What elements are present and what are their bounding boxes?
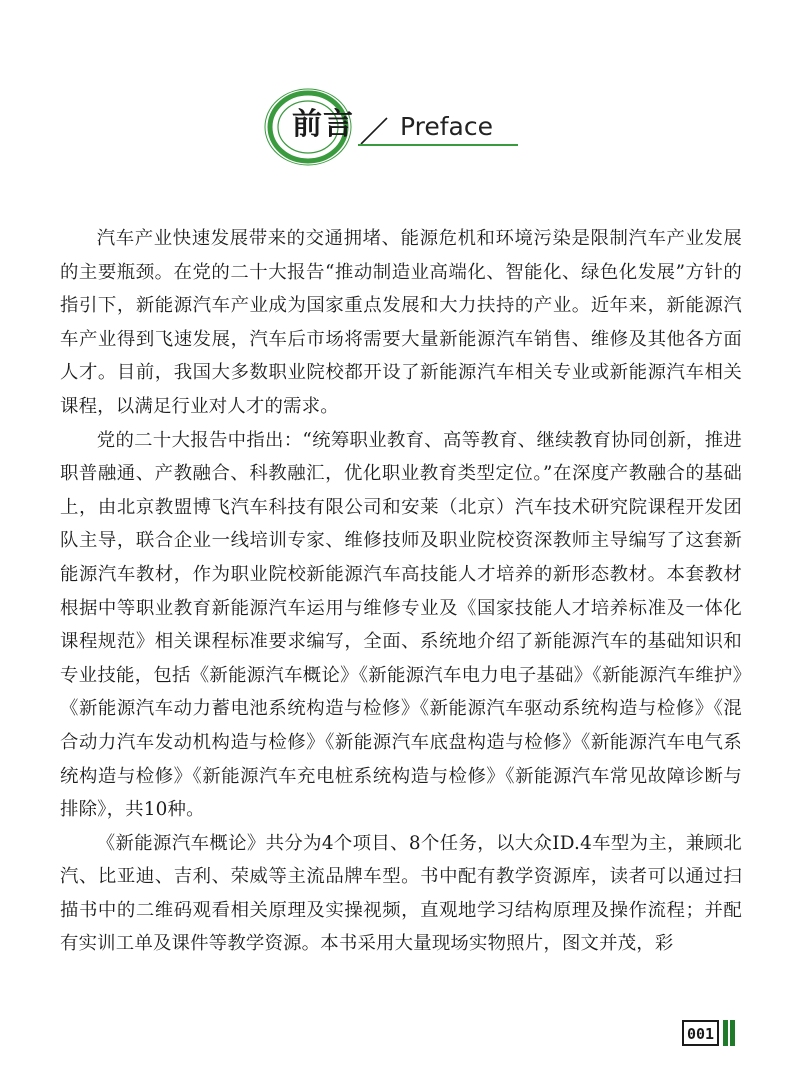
paragraph: 汽车产业快速发展带来的交通拥堵、能源危机和环境污染是限制汽车产业发展的主要瓶颈。在党的二十大报告“推动制造业高端化、智能化、绿色化发展”方针的指引下，新能源汽车产业成为国家重点发展和大力扶持的产业。近年来，新能源汽车产业得到飞速发展，汽车后市场将需要大量新能源汽车销售、维修及其他各方面人才。目前，我国大多数职业院校都开设了新能源汽车相关专业或新能源汽车相关课程，以满足行业对人才的需求。: [60, 228, 742, 417]
page-bar: [730, 1020, 735, 1046]
page-bar: [723, 1020, 728, 1046]
page-number: [682, 1020, 735, 1046]
slash-divider-icon: [357, 116, 401, 146]
title-underline: [358, 144, 518, 146]
paragraph: 党的二十大报告中指出：“统筹职业教育、高等教育、继续教育协同创新，推进职普融通、产教融合、科教融汇，优化职业教育类型定位。”在深度产教融合的基础上，由北京教盟博飞汽车科技有限公司和安莱（北京）汽车技术研究院课程开发团队主导，联合企业一线培训专家、维修技师及职业院校资深教师主导编写了这套新能源汽车教材，作为职业院校新能源汽车高技能人才培养的新形态教材。本套教材根据中等职业教育新能源汽车运用与维修专业及《国家技能人才培养标准及一体化课程规范》相关课程标准要求编写，全面、系统地介绍了新能源汽车的基础知识和专业技能，包括《新能源汽车概论》《新能源汽车电力电子基础》《新能源汽车维护》《新能源汽车动力蓄电池系统构造与检修》《新能源汽车驱动系统构造与检修》《混合动力汽车发动机构造与检修》《新能源汽车底盘构造与检修》《新能源汽车电气系统构造与检修》《新能源汽车充电桩系统构造与检修》《新能源汽车常见故障诊断与排除》，共10种。: [60, 429, 742, 821]
page-number-bars-icon: [721, 1020, 735, 1046]
preface-body: [60, 222, 742, 961]
preface-header: [262, 86, 532, 168]
page-title: 前言: [292, 107, 354, 142]
paragraph: 《新能源汽车概论》共分为4个项目、8个任务，以大众ID.4车型为主，兼顾北汽、比亚迪、吉利、荣威等主流品牌车型。书中配有教学资源库，读者可以通过扫描书中的二维码观看相关原理及实操视频，直观地学习结构原理及操作流程；并配有实训工单及课件等教学资源。本书采用大量现场实物照片，图文并茂，彩: [60, 832, 742, 955]
page-title-english: Preface: [400, 112, 493, 141]
page-number-label: 001: [682, 1020, 719, 1046]
